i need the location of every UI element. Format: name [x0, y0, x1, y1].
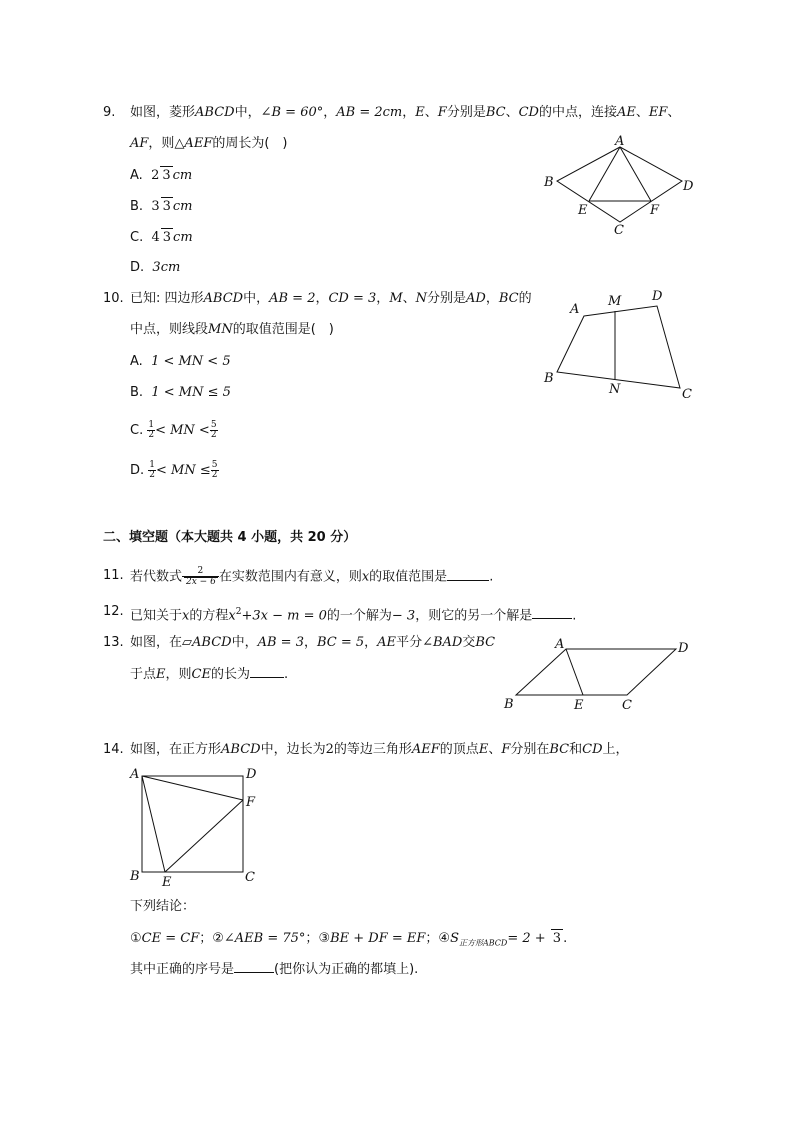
q11-stem: 若代数式 $\frac{2}{2x - 6}$ 在实数范围内有意义，则x的取值范围是 . [130, 566, 494, 587]
q10-label-c: C [682, 387, 692, 402]
q9-option-d[interactable]: D. 3cm [130, 260, 181, 275]
q10-label-m: M [608, 294, 622, 309]
q10-option-a[interactable]: A. 1 < MN < 5 [130, 354, 231, 369]
q14-stem: 如图，在正方形ABCD中，边长为2的等边三角形AEF的顶点E、F分别在BC和CD上， [130, 742, 629, 757]
q13-label-c: C [622, 698, 632, 713]
q14-number: 14. [103, 742, 124, 757]
q13-stem-line2: 于点E，则CE的长为 . [130, 667, 289, 682]
q9-label-a: A [615, 134, 625, 149]
q14-conclusions-label: 下列结论： [130, 899, 196, 914]
q10-stem-line1: 已知: 四边形ABCD中，AB = 2，CD = 3，M、N分别是AD，BC的 [130, 291, 532, 306]
q9-option-b[interactable]: B. 3 3 cm [130, 199, 193, 214]
q12-number: 12. [103, 604, 124, 619]
q14-label-f: F [246, 795, 256, 810]
q10-option-b[interactable]: B. 1 < MN ≤ 5 [130, 385, 231, 400]
q10-option-c[interactable]: C. $\frac{1}{2}$ < MN < $\frac{5}{2}$ [130, 420, 217, 440]
q13-label-d: D [678, 641, 689, 656]
q9-number: 9. [103, 105, 116, 120]
q14-label-e: E [162, 875, 172, 890]
q10-label-b: B [544, 371, 554, 386]
q9-label-e: E [578, 203, 588, 218]
q14-label-b: B [130, 869, 140, 884]
q9-label-f: F [650, 203, 660, 218]
q9-label-d: D [683, 179, 694, 194]
q9-label-b: B [544, 175, 554, 190]
q13-label-a: A [555, 637, 565, 652]
q10-label-n: N [609, 382, 621, 397]
q14-label-c: C [245, 870, 255, 885]
q14-label-d: D [246, 767, 257, 782]
q10-label-a: A [570, 302, 580, 317]
q10-label-d: D [652, 289, 663, 304]
q14-label-a: A [130, 767, 140, 782]
section-2-title: 二、填空题（本大题共 4 小题，共 20 分） [103, 530, 357, 545]
q13-label-e: E [574, 698, 584, 713]
q9-label-c: C [614, 223, 624, 238]
q9-stem-line2: AF，则△AEF的周长为( ) [130, 136, 288, 151]
q9-option-a[interactable]: A. 2 3 cm [130, 168, 193, 183]
q9-stem-line1: 如图，菱形ABCD中，∠B = 60°，AB = 2cm，E、F分别是BC、CD的中点，连接AE、EF、 [130, 105, 681, 120]
q9-option-c[interactable]: C. 4 3 cm [130, 230, 193, 245]
q13-stem-line1: 如图，在▱ABCD中，AB = 3，BC = 5，AE平分∠BAD交BC [130, 635, 496, 650]
q10-option-d[interactable]: D. $\frac{1}{2}$ < MN ≤ $\frac{5}{2}$ [130, 460, 218, 480]
q14-answer-blank[interactable] [234, 960, 274, 973]
q14-final-line: 其中正确的序号是 (把你认为正确的都填上). [130, 962, 419, 977]
q11-number: 11. [103, 568, 124, 583]
q10-stem-line2: 中点，则线段MN的取值范围是( ) [130, 322, 334, 337]
q14-conclusions: ①CE = CF；②∠AEB = 75°；③BE + DF = EF；$④S_{正方形ABCD}= 2 + 3$ . [130, 931, 568, 948]
q13-number: 13. [103, 635, 124, 650]
q10-number: 10. [103, 291, 124, 306]
q13-label-b: B [504, 697, 514, 712]
q12-stem: 已知关于x的方程$x^2+3x - m = 0$的一个解为− 3，则它的另一个解是 . [130, 607, 577, 624]
